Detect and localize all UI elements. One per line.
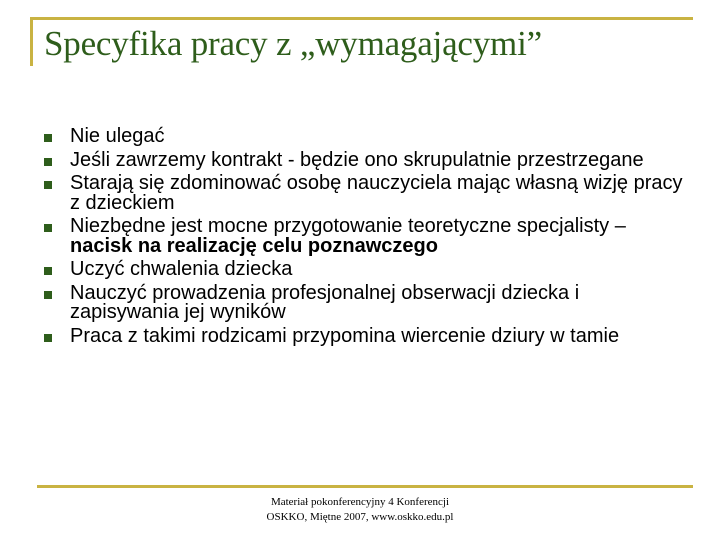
bullet-item xyxy=(44,148,684,171)
bullet-text: Nie ulegać xyxy=(70,125,165,147)
bullet-item xyxy=(44,281,684,323)
square-bullet-icon xyxy=(44,334,52,342)
slide-title: Specyfika pracy z „wymagającymi” xyxy=(44,24,542,63)
bullet-text: Starają się zdominować osobę nauczyciela mając własną wizję pracy z dzieckiem xyxy=(70,172,683,214)
bullet-text: Jeśli zawrzemy kontrakt - będzie ono skrupulatnie przestrzegane xyxy=(70,148,644,171)
bullet-text: Nauczyć prowadzenia profesjonalnej obserwacji dziecka i zapisywania jej wyników xyxy=(70,281,580,323)
slide-footer xyxy=(180,495,540,525)
bullet-text: Praca z takimi rodzicami przypomina wiercenie dziury w tamie xyxy=(70,324,620,347)
square-bullet-icon xyxy=(44,224,52,232)
footer-line-1: Materiał pokonferencyjny 4 Konferencji xyxy=(270,496,450,508)
left-rule xyxy=(30,17,33,66)
square-bullet-icon xyxy=(44,158,52,166)
top-rule xyxy=(32,17,693,20)
footer-line-2: OSKKO, Miętne 2007, www.oskko.edu.pl xyxy=(266,511,454,523)
bullet-emphasis: nacisk na realizację celu poznawczego xyxy=(70,234,438,257)
square-bullet-icon xyxy=(44,134,52,142)
bullet-item xyxy=(44,260,684,280)
bottom-rule xyxy=(37,485,693,488)
bullet-text: Uczyć chwalenia dziecka xyxy=(70,258,293,280)
bullet-list xyxy=(44,127,684,350)
bullet-item xyxy=(44,127,684,147)
bullet-text: Niezbędne jest mocne przygotowanie teoretyczne specjalisty – xyxy=(70,215,626,237)
bullet-item xyxy=(44,174,684,213)
bullet-item xyxy=(44,324,684,347)
square-bullet-icon xyxy=(44,291,52,299)
bullet-item xyxy=(44,217,684,256)
square-bullet-icon xyxy=(44,181,52,189)
square-bullet-icon xyxy=(44,267,52,275)
